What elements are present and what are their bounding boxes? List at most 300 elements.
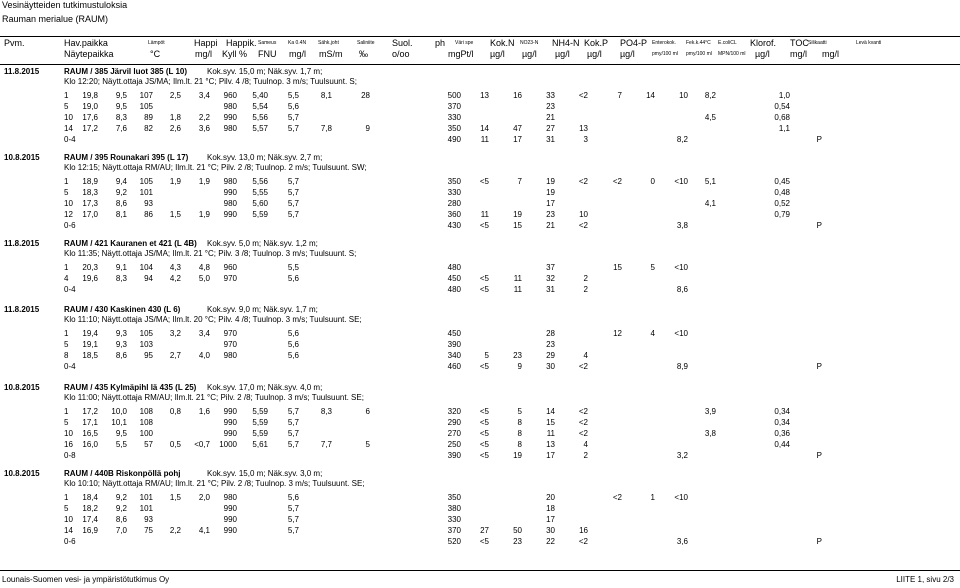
table-cell: 10	[579, 210, 588, 219]
table-cell: 990	[223, 526, 237, 535]
table-cell: 5	[64, 102, 69, 111]
table-cell: 5,6	[287, 340, 299, 349]
table-cell: 15	[546, 418, 555, 427]
table-cell: 86	[144, 210, 153, 219]
table-cell: 5,59	[252, 210, 268, 219]
table-cell: <2	[578, 429, 588, 438]
table-cell: 270	[447, 429, 461, 438]
table-cell: 93	[144, 515, 153, 524]
section-info: Klo 11:35; Näytt.ottaja JS/MA; Ilm.lt. 21 °C; Pilv. 3 /8; Tuulnop. 3 m/s; Tuulsuunt. S;	[64, 249, 357, 258]
table-cell: 16,5	[82, 429, 98, 438]
report-subtitle: Rauman merialue (RAUM)	[2, 14, 109, 24]
table-cell: 990	[223, 407, 237, 416]
table-cell: <10	[674, 493, 688, 502]
table-cell: 31	[546, 285, 555, 294]
table-cell: 17	[546, 199, 555, 208]
table-cell: 0-6	[64, 221, 76, 230]
table-cell: 107	[139, 91, 153, 100]
table-cell: <0,7	[194, 440, 210, 449]
table-cell: 23	[546, 210, 555, 219]
table-cell: 990	[223, 113, 237, 122]
table-cell: 3,8	[704, 429, 716, 438]
table-cell: 16,0	[82, 440, 98, 449]
table-cell: 5	[517, 407, 522, 416]
table-cell: 8	[517, 429, 522, 438]
table-cell: 30	[546, 526, 555, 535]
table-cell: 5,54	[252, 102, 268, 111]
table-cell: 21	[546, 221, 555, 230]
section-info: Klo 12:15; Näytt.ottaja RM/AU; Ilm.lt. 21 °C; Pilv. 2 /8; Tuulnop. 2 m/s; Tuulsuunt. SW;	[64, 163, 367, 172]
table-cell: 2,5	[169, 91, 181, 100]
table-cell: 17,2	[82, 407, 98, 416]
table-cell: 15	[613, 263, 622, 272]
report-title: Vesinäytteiden tutkimustuloksia	[2, 0, 128, 10]
table-cell: 5,6	[287, 493, 299, 502]
table-cell: 18,5	[82, 351, 98, 360]
table-cell: 990	[223, 504, 237, 513]
table-cell: 5	[64, 504, 69, 513]
table-cell: 0,52	[774, 199, 790, 208]
section-date: 10.8.2015	[4, 153, 40, 162]
table-cell: 980	[223, 493, 237, 502]
section-date: 10.8.2015	[4, 383, 40, 392]
table-cell: 5	[484, 351, 489, 360]
table-cell: 280	[447, 199, 461, 208]
header-cell: TOC	[790, 38, 809, 48]
table-cell: 10,0	[111, 407, 127, 416]
table-cell: 14	[646, 91, 655, 100]
table-cell: <5	[479, 362, 489, 371]
table-cell: 1	[64, 329, 69, 338]
table-cell: 11	[513, 285, 522, 294]
table-cell: P	[816, 221, 822, 230]
table-cell: 1	[64, 91, 69, 100]
table-cell: 2,7	[169, 351, 181, 360]
header-cell: µg/l	[522, 49, 537, 59]
table-cell: 500	[447, 91, 461, 100]
table-cell: 18,9	[82, 177, 98, 186]
table-cell: 290	[447, 418, 461, 427]
header-cell: Suol.	[392, 38, 413, 48]
table-cell: 370	[447, 102, 461, 111]
table-cell: 4,1	[198, 526, 210, 535]
header-cell: µg/l	[587, 49, 602, 59]
table-cell: 16	[64, 440, 73, 449]
table-cell: 104	[139, 263, 153, 272]
header-cell: ‰	[359, 49, 368, 59]
table-cell: 1,0	[778, 91, 790, 100]
table-cell: 1,5	[169, 493, 181, 502]
table-cell: 5,7	[287, 199, 299, 208]
table-cell: 460	[447, 362, 461, 371]
table-cell: 8,6	[115, 515, 127, 524]
table-cell: <10	[674, 263, 688, 272]
table-cell: 990	[223, 515, 237, 524]
table-cell: 8	[517, 440, 522, 449]
table-cell: 0-8	[64, 451, 76, 460]
header-cell: °C	[150, 49, 161, 59]
table-cell: 32	[546, 274, 555, 283]
table-cell: 0,45	[774, 177, 790, 186]
table-cell: 89	[144, 113, 153, 122]
table-cell: 4,8	[198, 263, 210, 272]
table-cell: 17,6	[82, 113, 98, 122]
section-depth: Kok.syv. 13,0 m; Näk.syv. 2,7 m;	[207, 153, 323, 162]
table-cell: 20	[546, 493, 555, 502]
table-cell: 9,1	[115, 263, 127, 272]
table-cell: <5	[479, 285, 489, 294]
header-cell: PO4-P	[620, 38, 648, 48]
table-cell: 5,7	[287, 210, 299, 219]
table-cell: 16,9	[82, 526, 98, 535]
table-cell: 1,1	[778, 124, 790, 133]
table-cell: 8,3	[115, 274, 127, 283]
table-cell: 0,8	[169, 407, 181, 416]
table-cell: 5,5	[287, 91, 299, 100]
table-cell: 5,57	[252, 124, 268, 133]
table-cell: 27	[546, 124, 555, 133]
section-date: 10.8.2015	[4, 469, 40, 478]
table-cell: 3,6	[676, 537, 688, 546]
table-cell: 5,7	[287, 124, 299, 133]
table-cell: 990	[223, 210, 237, 219]
table-cell: 27	[480, 526, 489, 535]
header-cell: mg/l	[790, 49, 808, 59]
table-cell: 8	[64, 351, 69, 360]
table-cell: 9,3	[115, 340, 127, 349]
table-cell: 5,6	[287, 274, 299, 283]
table-cell: 108	[139, 407, 153, 416]
table-cell: 105	[139, 102, 153, 111]
section-station: RAUM / 395 Rounakari 395 (L 17)	[64, 153, 189, 162]
table-cell: 0,68	[774, 113, 790, 122]
table-cell: 0,5	[169, 440, 181, 449]
table-cell: 100	[139, 429, 153, 438]
table-cell: 19	[513, 451, 522, 460]
table-cell: 520	[447, 537, 461, 546]
table-cell: 960	[223, 91, 237, 100]
table-cell: 50	[513, 526, 522, 535]
section-station: RAUM / 435 Kylmäpihl lä 435 (L 25)	[64, 383, 197, 392]
table-cell: 5,59	[252, 429, 268, 438]
table-cell: 47	[513, 124, 522, 133]
table-cell: 94	[144, 274, 153, 283]
table-cell: 105	[139, 177, 153, 186]
table-cell: 31	[546, 135, 555, 144]
section-info: Klo 10:10; Näytt.ottaja RM/AU; Ilm.lt. 21 °C; Pilv. 2 /8; Tuulnop. 3 m/s; Tuulsuunt. SE;	[64, 479, 365, 488]
section-station: RAUM / 421 Kauranen et 421 (L 4B)	[64, 239, 197, 248]
header-cell: FNU	[258, 49, 277, 59]
table-cell: 5,7	[287, 177, 299, 186]
table-cell: 101	[139, 493, 153, 502]
header-cell: Saliniite	[357, 40, 375, 46]
header-cell: Happi	[194, 38, 218, 48]
table-cell: 21	[546, 113, 555, 122]
table-cell: 20,3	[82, 263, 98, 272]
table-cell: 9,2	[115, 504, 127, 513]
table-cell: 1000	[219, 440, 237, 449]
table-cell: 0-4	[64, 362, 76, 371]
header-cell: Levä kvanti	[856, 40, 882, 46]
table-cell: 23	[546, 102, 555, 111]
section-depth: Kok.syv. 15,0 m; Näk.syv. 3,0 m;	[207, 469, 323, 478]
table-cell: 5	[64, 418, 69, 427]
header-cell: Happik.	[226, 38, 257, 48]
table-cell: 4	[583, 440, 588, 449]
header-cell: Silikaatti	[808, 40, 827, 46]
table-cell: 1	[650, 493, 655, 502]
table-cell: 0-4	[64, 285, 76, 294]
table-cell: P	[816, 537, 822, 546]
table-cell: 10	[679, 91, 688, 100]
table-cell: 4,5	[704, 113, 716, 122]
table-cell: 8,6	[676, 285, 688, 294]
footer-rule	[0, 570, 960, 571]
table-cell: 5,7	[287, 418, 299, 427]
table-cell: 350	[447, 177, 461, 186]
table-cell: 5	[650, 263, 655, 272]
table-cell: 10	[64, 113, 73, 122]
table-cell: 4,0	[198, 351, 210, 360]
table-cell: 19,0	[82, 102, 98, 111]
footer-page: LIITE 1, sivu 2/3	[896, 575, 954, 584]
table-cell: 7	[617, 91, 622, 100]
table-cell: 8,1	[115, 210, 127, 219]
table-cell: 19	[546, 177, 555, 186]
table-cell: 5,7	[287, 407, 299, 416]
table-cell: 330	[447, 113, 461, 122]
table-cell: 10	[64, 199, 73, 208]
table-cell: 5,60	[252, 199, 268, 208]
table-cell: 5,6	[287, 351, 299, 360]
table-cell: 0,34	[774, 418, 790, 427]
header-cell: Kok.N	[490, 38, 515, 48]
table-cell: 5,6	[287, 329, 299, 338]
table-cell: 17	[546, 515, 555, 524]
table-cell: 390	[447, 451, 461, 460]
table-cell: 5	[64, 340, 69, 349]
table-cell: 101	[139, 188, 153, 197]
table-cell: 0,44	[774, 440, 790, 449]
table-cell: 18,2	[82, 504, 98, 513]
table-cell: 1,9	[198, 210, 210, 219]
table-cell: P	[816, 362, 822, 371]
table-cell: 330	[447, 515, 461, 524]
table-cell: <10	[674, 177, 688, 186]
header-cell: Ka 0.4N	[288, 40, 307, 46]
table-cell: 5,7	[287, 515, 299, 524]
table-cell: 4,3	[169, 263, 181, 272]
table-cell: 7	[517, 177, 522, 186]
table-cell: 980	[223, 199, 237, 208]
table-cell: P	[816, 135, 822, 144]
table-cell: <5	[479, 440, 489, 449]
table-cell: 13	[579, 124, 588, 133]
table-cell: 5,7	[287, 526, 299, 535]
table-cell: 2,6	[169, 124, 181, 133]
table-cell: 22	[546, 537, 555, 546]
table-cell: 0,79	[774, 210, 790, 219]
table-cell: 9,2	[115, 493, 127, 502]
table-cell: 13	[480, 91, 489, 100]
table-cell: 330	[447, 188, 461, 197]
table-cell: 17	[546, 451, 555, 460]
table-cell: 93	[144, 199, 153, 208]
table-cell: 12	[613, 329, 622, 338]
table-cell: 15	[513, 221, 522, 230]
table-cell: 980	[223, 102, 237, 111]
table-cell: 2	[583, 285, 588, 294]
section-station: RAUM / 385 Järvil luot 385 (L 10)	[64, 67, 188, 76]
table-cell: 980	[223, 351, 237, 360]
section-info: Klo 11:10; Näytt.ottaja JS/MA; Ilm.lt. 20 °C; Pilv. 4 /8; Tuulnop. 3 m/s; Tuulsuunt. SE;	[64, 315, 362, 324]
table-cell: 19,8	[82, 91, 98, 100]
table-cell: 5,55	[252, 188, 268, 197]
table-cell: 8,6	[115, 199, 127, 208]
table-cell: 108	[139, 418, 153, 427]
table-cell: 8,9	[676, 362, 688, 371]
table-cell: 5,1	[704, 177, 716, 186]
table-cell: 5,7	[287, 440, 299, 449]
table-cell: 8	[517, 418, 522, 427]
table-cell: 7,7	[320, 440, 332, 449]
table-cell: 9,4	[115, 177, 127, 186]
table-cell: 1,8	[169, 113, 181, 122]
table-cell: 370	[447, 526, 461, 535]
table-cell: <2	[578, 221, 588, 230]
table-cell: 28	[361, 91, 370, 100]
table-cell: 19	[513, 210, 522, 219]
table-cell: 250	[447, 440, 461, 449]
table-cell: 103	[139, 340, 153, 349]
table-cell: <2	[612, 493, 622, 502]
table-cell: 18,3	[82, 188, 98, 197]
table-cell: 2	[583, 274, 588, 283]
table-cell: 3,4	[198, 91, 210, 100]
table-cell: <5	[479, 451, 489, 460]
section-depth: Kok.syv. 5,0 m; Näk.syv. 1,2 m;	[207, 239, 318, 248]
section-depth: Kok.syv. 15,0 m; Näk.syv. 1,7 m;	[207, 67, 323, 76]
table-cell: 8,2	[704, 91, 716, 100]
section-station: RAUM / 430 Kaskinen 430 (L 6)	[64, 305, 181, 314]
table-cell: P	[816, 451, 822, 460]
table-cell: 3,2	[169, 329, 181, 338]
table-cell: 57	[144, 440, 153, 449]
table-cell: 19,1	[82, 340, 98, 349]
table-cell: 350	[447, 493, 461, 502]
table-cell: 480	[447, 263, 461, 272]
header-cell: o/oo	[392, 49, 410, 59]
table-cell: 5,40	[252, 91, 268, 100]
table-cell: 0	[650, 177, 655, 186]
table-cell: 10	[64, 515, 73, 524]
table-cell: 4,1	[704, 199, 716, 208]
header-cell: µg/l	[490, 49, 505, 59]
table-cell: 6	[365, 407, 370, 416]
table-cell: 14	[64, 124, 73, 133]
header-cell: Hav.paikka	[64, 38, 108, 48]
header-cell: pmy/100 ml	[686, 51, 712, 57]
header-cell: Kok.P	[584, 38, 609, 48]
header-cell: µg/l	[555, 49, 570, 59]
table-cell: 9,5	[115, 91, 127, 100]
section-date: 11.8.2015	[4, 239, 40, 248]
table-cell: 9,5	[115, 102, 127, 111]
table-cell: 17	[513, 135, 522, 144]
table-cell: 450	[447, 274, 461, 283]
table-cell: 980	[223, 124, 237, 133]
table-cell: 12	[64, 210, 73, 219]
header-cell: ph	[435, 38, 446, 48]
table-cell: 5,6	[287, 102, 299, 111]
table-cell: <5	[479, 274, 489, 283]
table-cell: 11	[480, 210, 489, 219]
table-cell: 5,59	[252, 418, 268, 427]
table-cell: 980	[223, 177, 237, 186]
table-cell: 0,34	[774, 407, 790, 416]
table-cell: 340	[447, 351, 461, 360]
table-cell: 9,2	[115, 188, 127, 197]
header-cell: E.coliCL	[718, 40, 737, 46]
table-cell: <5	[479, 221, 489, 230]
table-cell: 18	[546, 504, 555, 513]
table-cell: 23	[513, 537, 522, 546]
table-cell: <10	[674, 329, 688, 338]
table-cell: 2	[583, 451, 588, 460]
header-cell: NH4-N	[552, 38, 580, 48]
header-cell: Enterokok.	[652, 40, 676, 46]
table-cell: 3,6	[198, 124, 210, 133]
table-cell: <5	[479, 537, 489, 546]
table-cell: 17,4	[82, 515, 98, 524]
table-cell: 5	[64, 188, 69, 197]
table-cell: 5,7	[287, 504, 299, 513]
header-cell: Sameus	[258, 40, 277, 46]
table-cell: 11	[546, 429, 555, 438]
table-cell: 19	[546, 188, 555, 197]
table-cell: 360	[447, 210, 461, 219]
table-cell: 11	[513, 274, 522, 283]
table-cell: 9	[365, 124, 370, 133]
section-info: Klo 11:00; Näytt.ottaja RM/AU; Ilm.lt. 21 °C; Pilv. 2 /8; Tuulnop. 3 m/s; Tuulsuunt. SE;	[64, 393, 364, 402]
section-station: RAUM / 440B Riskonpöllä pohj	[64, 469, 181, 478]
table-cell: 8,3	[320, 407, 332, 416]
header-cell: Pvm.	[4, 38, 25, 48]
table-cell: 390	[447, 340, 461, 349]
table-cell: 17,1	[82, 418, 98, 427]
table-cell: 5,7	[287, 429, 299, 438]
table-cell: 450	[447, 329, 461, 338]
table-cell: <2	[578, 91, 588, 100]
header-cell: Sähk.joht	[318, 40, 339, 46]
section-date: 11.8.2015	[4, 67, 40, 76]
table-cell: <2	[578, 407, 588, 416]
table-cell: 8,1	[320, 91, 332, 100]
table-cell: 1,5	[169, 210, 181, 219]
table-cell: 1,9	[198, 177, 210, 186]
table-cell: 990	[223, 429, 237, 438]
table-cell: 9	[517, 362, 522, 371]
header-cell: NO23-N	[520, 40, 539, 46]
header-cell: mg/l	[822, 49, 840, 59]
table-cell: 3,9	[704, 407, 716, 416]
table-cell: 4	[64, 274, 69, 283]
table-cell: <5	[479, 418, 489, 427]
header-cell: Fek.k.44°C	[686, 40, 711, 46]
table-cell: 1	[64, 493, 69, 502]
table-cell: 17,2	[82, 124, 98, 133]
table-cell: 4	[583, 351, 588, 360]
